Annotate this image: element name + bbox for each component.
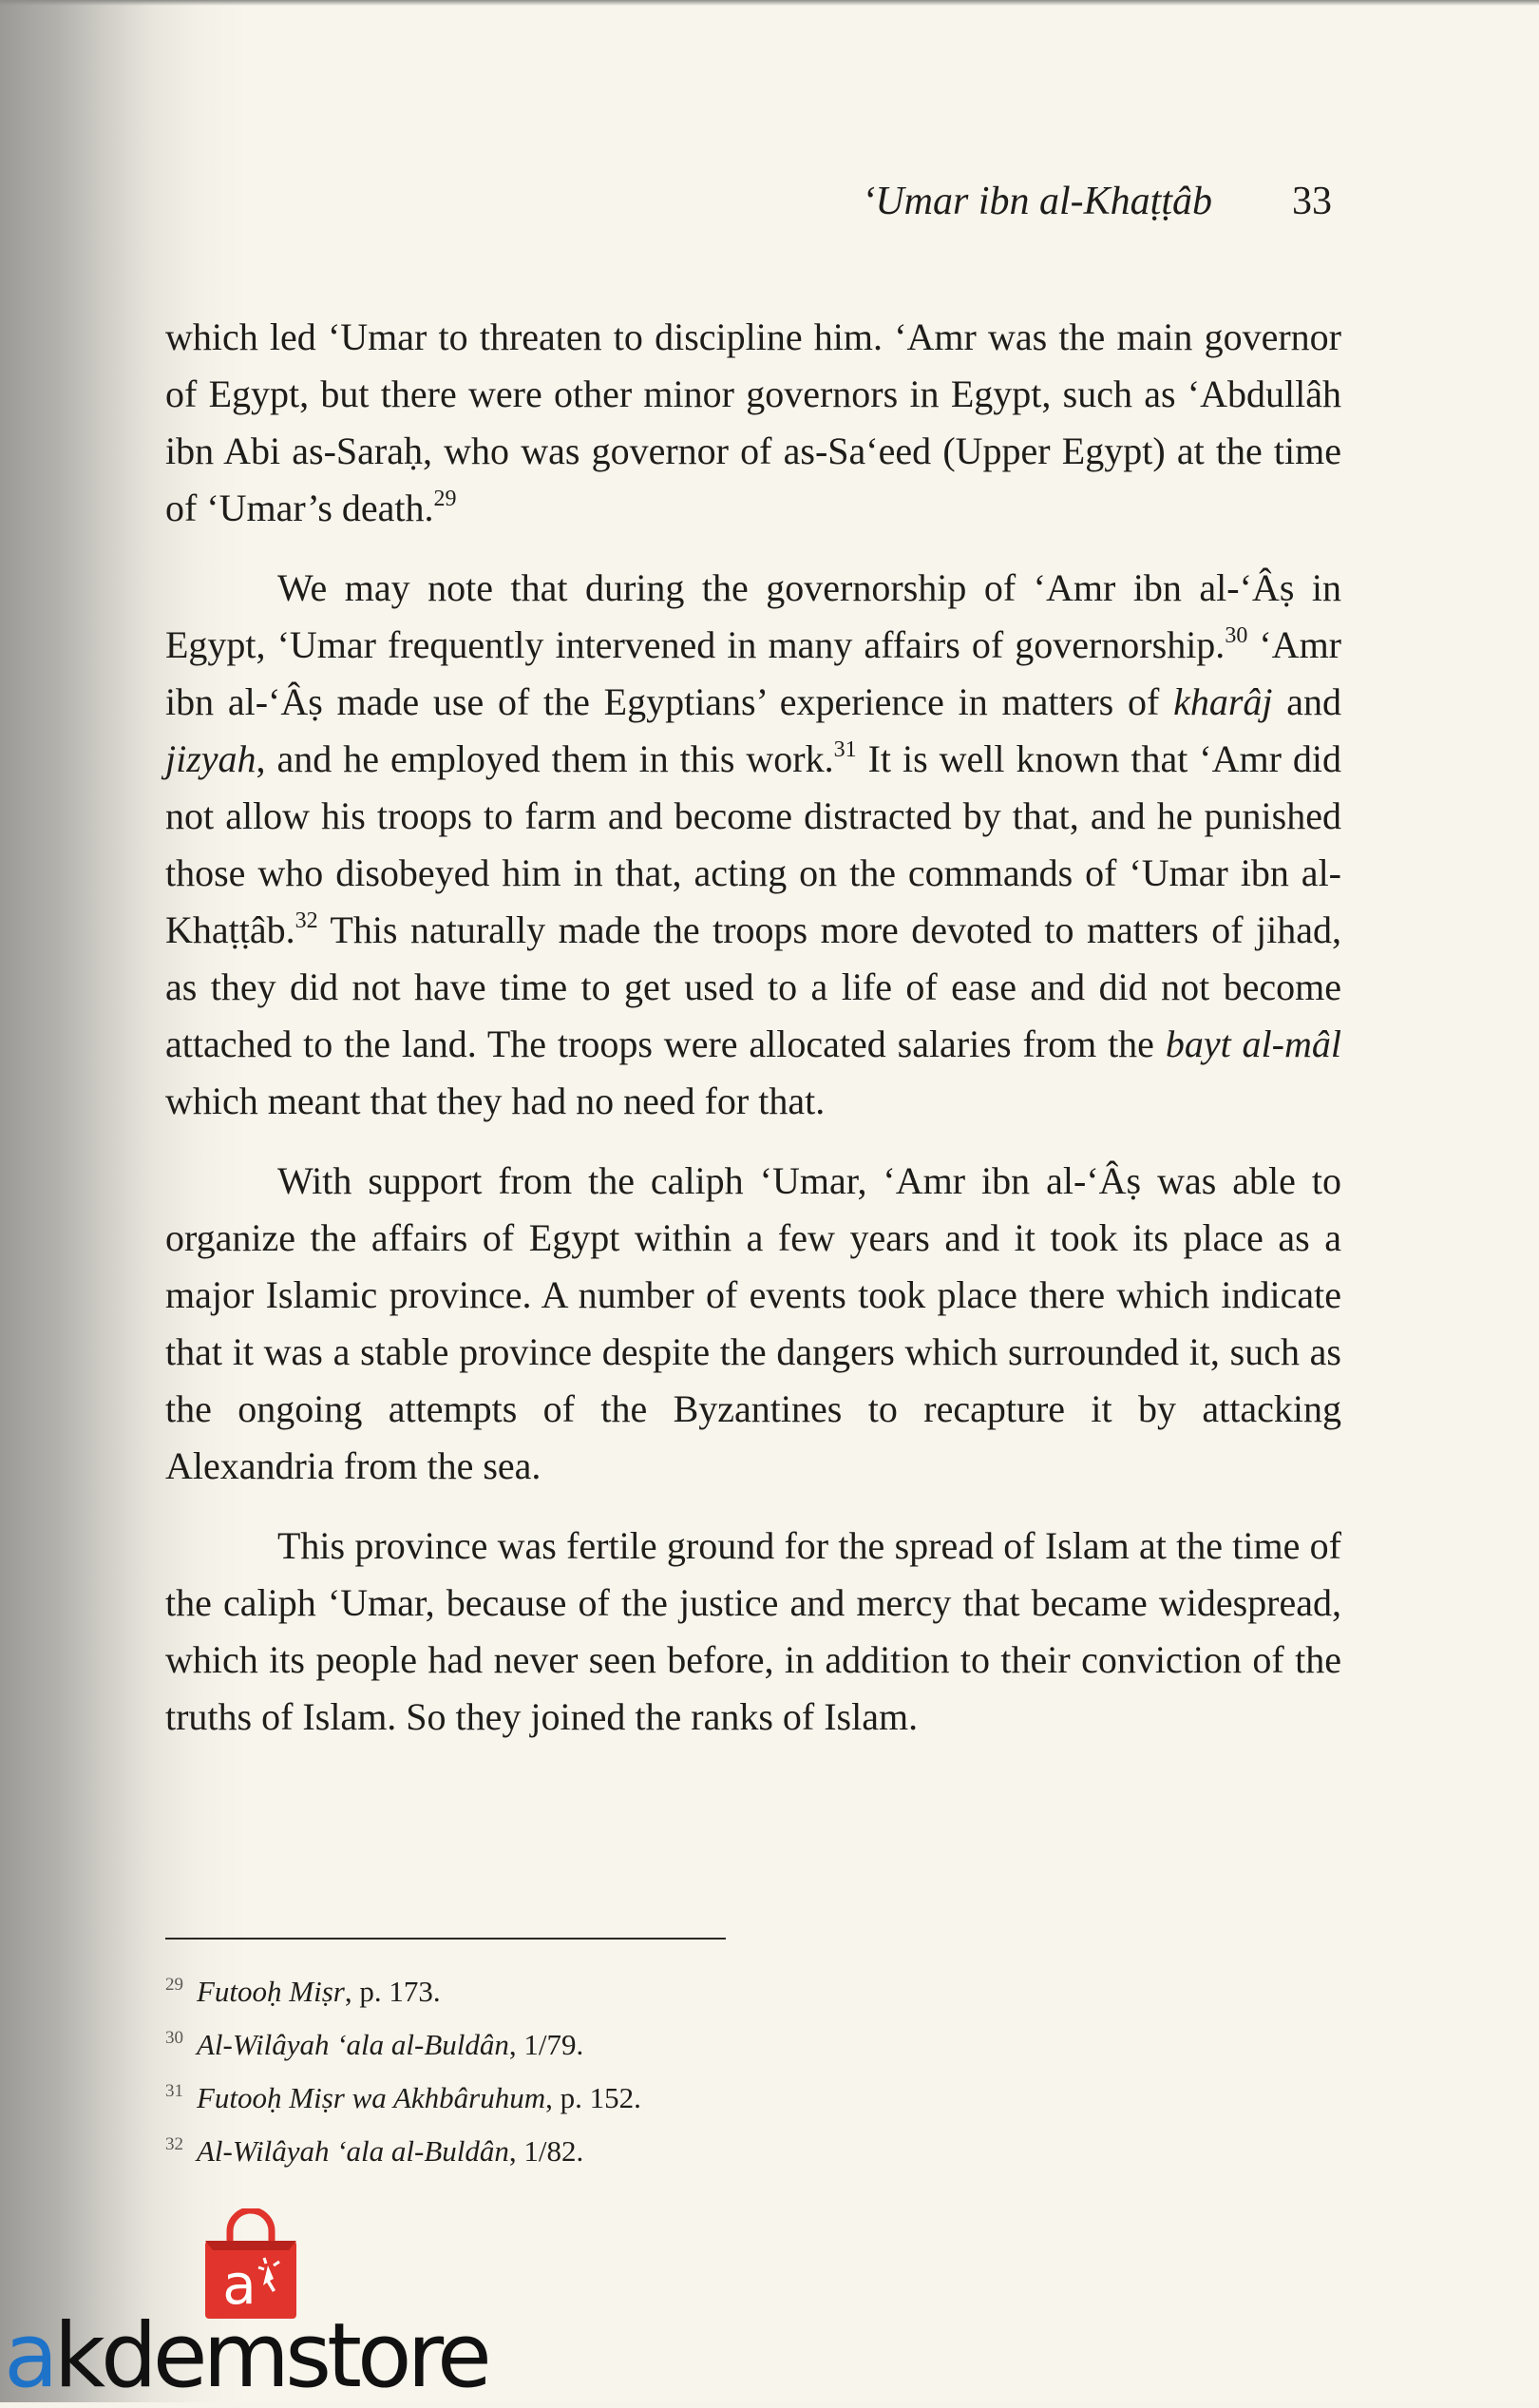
text-run: This province was fertile ground for the spread of Islam at the time of the caliph ‘Umar, because of the justice and mercy that became widespread, which its people had never seen before, in addition to their conviction of the truths of Islam. So they joined the ranks of Islam. [165,1524,1341,1738]
footnote-reference: 30 [1225,623,1248,648]
paragraph [165,309,1341,537]
footnote-number: 31 [165,2081,183,2101]
text-run: which led ‘Umar to threaten to discipline him. ‘Amr was the main governor of Egypt, but there were other minor governors in Egypt, such as ‘Abdullâh ibn Abi as-Saraḥ, who was governor of as-Sa‘eed (Upper Egypt) at the time of ‘Umar’s death. [165,315,1341,529]
akdemstore-logo [0,2205,532,2408]
svg-text:a: a [222,2252,256,2317]
text-run: This naturally made the troops more devoted to matters of jihad, as they did not have time to get used to a life of ease and did not become attached to the land. The troops were allocated salaries from the [165,908,1341,1065]
footnote-source: Futooḥ Miṣr [197,1975,345,2008]
text-run: It is well known that ‘Amr did not allow his troops to farm and become distracted by that, and he punished those who disobeyed him in that, acting on the commands of ‘Umar ibn al-Khaṭṭâb. [165,737,1341,951]
footnote [165,2121,1115,2174]
footnote-reference: 32 [294,908,318,933]
page-top-edge [0,0,1539,6]
text-run: With support from the caliph ‘Umar, ‘Amr ibn al-‘Âṣ was able to organize the affairs of Egypt within a few years and it took its place as a major Islamic province. A number of events took place there which indicate that it was a stable province despite the dangers which surrounded it, such as the ongoing attempts of the Byzantines to recapture it by attacking Alexandria from the sea. [165,1159,1341,1487]
footnote-locator: , 1/79. [508,2028,584,2061]
main-text [165,309,1341,1768]
footnote [165,1961,1115,2015]
footnote [165,2068,1115,2121]
italic-term: bayt al-mâl [1165,1022,1341,1065]
footnote-source: Futooḥ Miṣr wa Akhbâruhum [197,2081,546,2114]
paragraph [165,1153,1341,1495]
footnote-locator: , p. 152. [545,2081,641,2114]
logo-accent-letter: a [4,2304,54,2408]
footnote-number: 30 [165,2028,183,2048]
logo-wordmark [4,2304,487,2408]
footnote-reference: 31 [833,737,857,762]
text-run: ‘Amr ibn al-‘Âṣ made use of the Egyptians’ experience in matters of [165,623,1341,723]
footnotes [165,1961,1115,2174]
footnote-locator: , 1/82. [508,2134,584,2168]
italic-term: jizyah [165,737,256,780]
page-number: 33 [1292,180,1332,223]
footnote-locator: , p. 173. [344,1975,441,2008]
footnote-number: 29 [165,1975,183,1995]
footnote-reference: 29 [433,487,457,511]
logo-wordmark-text: kdemstore [53,2304,487,2408]
text-run: We may note that during the governorship of ‘Amr ibn al-‘Âṣ in Egypt, ‘Umar frequently intervened in many affairs of governorship. [165,566,1341,666]
running-header [862,179,1332,224]
text-run: which meant that they had no need for that. [165,1080,826,1122]
footnote [165,2015,1115,2068]
paragraph [165,1518,1341,1746]
text-run: , and he employed them in this work. [256,737,834,780]
italic-term: kharâj [1173,680,1273,723]
paragraph [165,560,1341,1130]
text-run: and [1272,680,1341,723]
footnote-source: Al-Wilâyah ‘ala al-Buldân [197,2028,509,2061]
running-title: ‘Umar ibn al-Khaṭṭâb [862,180,1212,223]
footnote-divider [165,1938,726,1940]
footnote-number: 32 [165,2134,183,2154]
footnote-source: Al-Wilâyah ‘ala al-Buldân [197,2134,509,2168]
